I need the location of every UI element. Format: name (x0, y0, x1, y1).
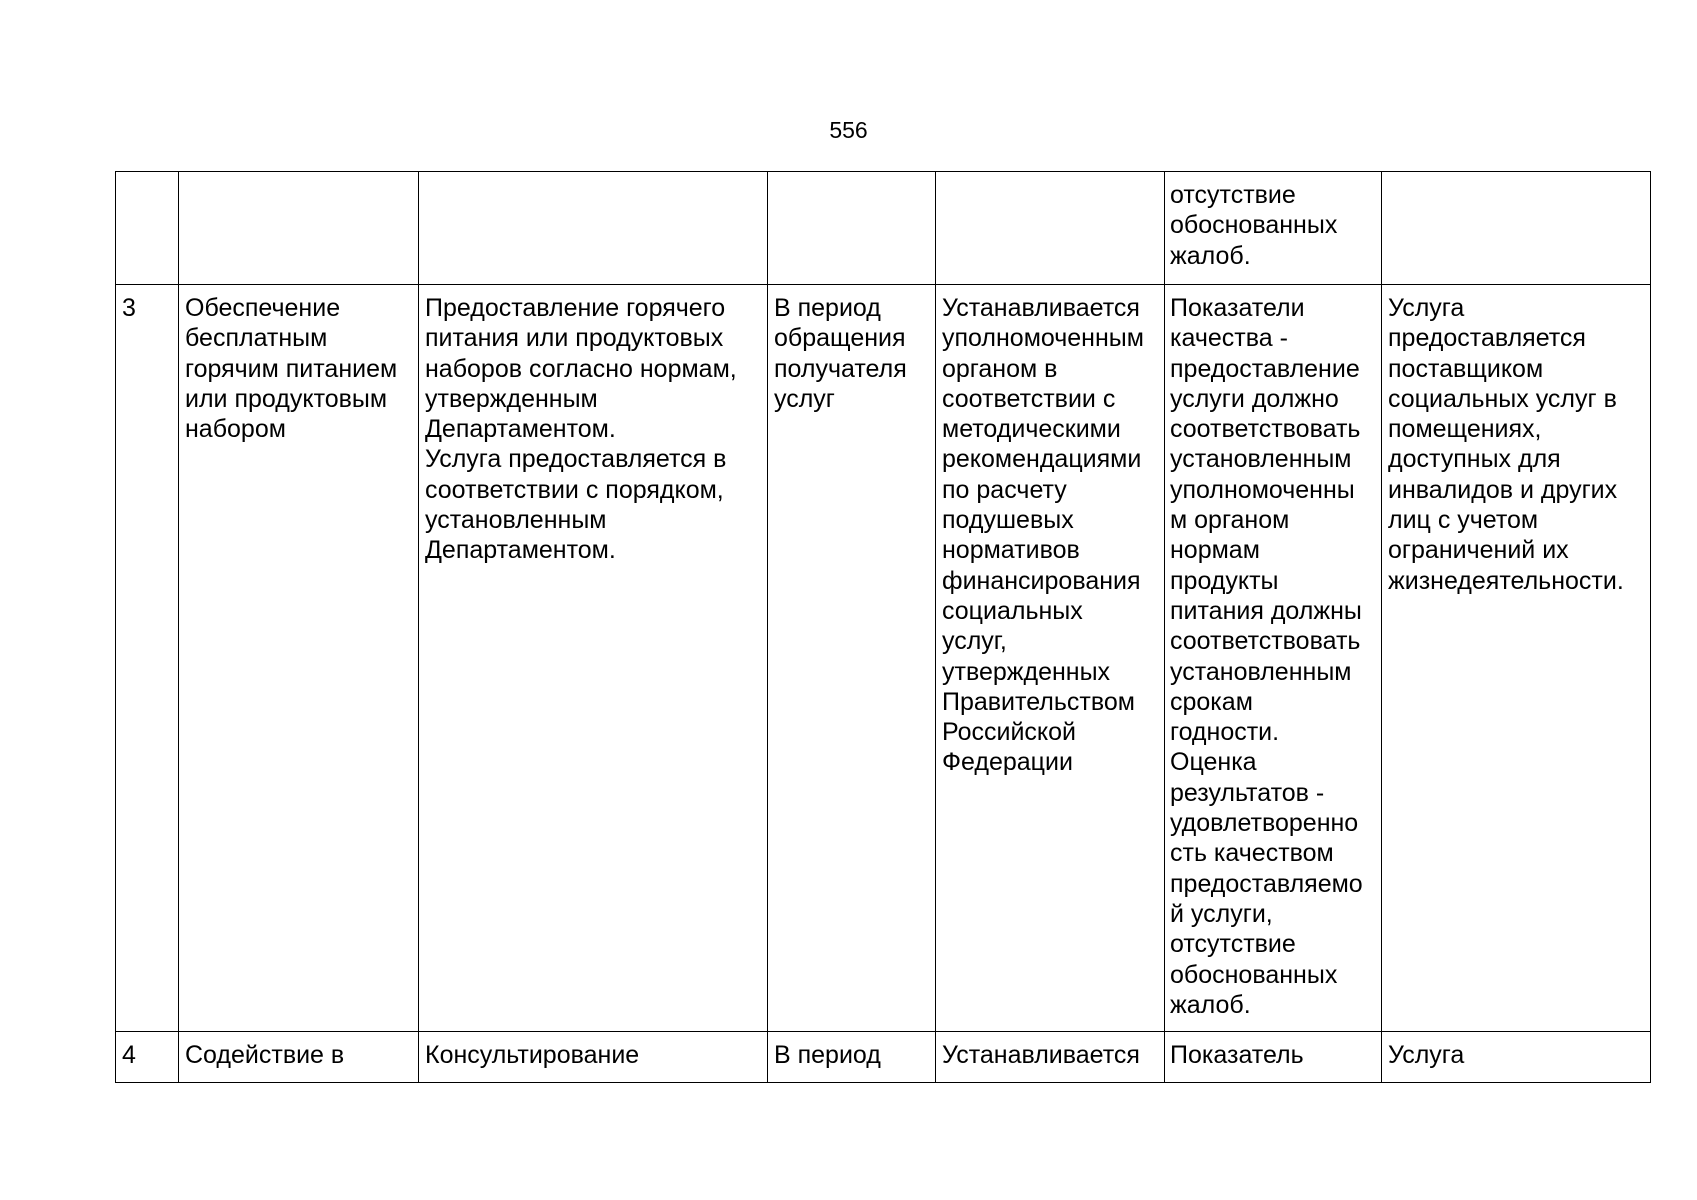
cell-conditions: Услуга (1382, 1032, 1651, 1083)
cell-period (768, 172, 936, 285)
cell-quality-indicators: отсутствие обоснованных жалоб. (1165, 172, 1382, 285)
table-row-continuation (116, 172, 1651, 285)
cell-norms: Устанавливается (936, 1032, 1165, 1083)
services-table (115, 171, 1651, 1083)
cell-service-name: Содействие в (179, 1032, 419, 1083)
cell-number: 3 (116, 285, 179, 1032)
cell-description: Консультирование (419, 1032, 768, 1083)
cell-conditions: Услуга предоставляется поставщиком социальных услуг в помещениях, доступных для инвалидов и других лиц с учетом ограничений их жизнедеятельности. (1382, 285, 1651, 1032)
cell-quality-indicators: Показатели качества - предоставление услуги должно соответствовать установленным уполномоченны м органом нормам продукты питания должны соответствовать установленным срокам годности. Оценка результатов - удовлетворенно сть качеством предоставляемо й услуги, отсутствие обоснованных жалоб. (1165, 285, 1382, 1032)
cell-norms (936, 172, 1165, 285)
cell-service-name (179, 172, 419, 285)
cell-number (116, 172, 179, 285)
cell-conditions (1382, 172, 1651, 285)
cell-description (419, 172, 768, 285)
page-number: 556 (829, 117, 868, 143)
cell-service-name: Обеспечение бесплатным горячим питанием или продуктовым набором (179, 285, 419, 1032)
cell-period: В период обращения получателя услуг (768, 285, 936, 1032)
table-row-3 (116, 285, 1651, 1032)
cell-period: В период (768, 1032, 936, 1083)
cell-quality-indicators: Показатель (1165, 1032, 1382, 1083)
cell-number: 4 (116, 1032, 179, 1083)
cell-norms: Устанавливается уполномоченным органом в соответствии с методическими рекомендациями по расчету подушевых нормативов финансирования социальных услуг, утвержденных Правительством Российской Федерации (936, 285, 1165, 1032)
table-row-4 (116, 1032, 1651, 1083)
cell-description: Предоставление горячего питания или продуктовых наборов согласно нормам, утвержденным Департаментом. Услуга предоставляется в соответствии с порядком, установленным Департаментом. (419, 285, 768, 1032)
